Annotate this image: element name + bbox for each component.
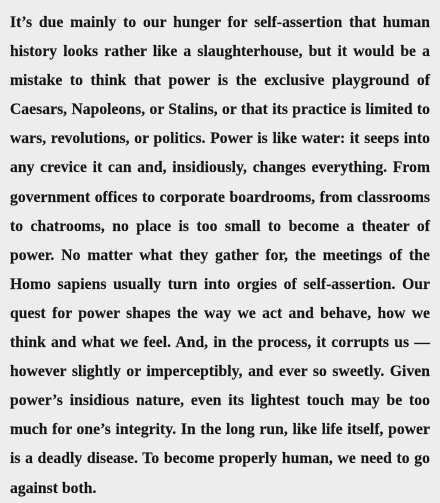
body-paragraph: It’s due mainly to our hunger for self-assertion that human history looks rather like a slaughterhouse, but it would be a mistake to think that power is the exclusive playground of Caesars, Napoleons, or Stalins, or that its practice is limited to wars, revolutions, or politics. Power is like water: it seeps into any crevice it can and, insidiously, changes everything. From government offices to corporate boardrooms, from classrooms to chatrooms, no place is too small to become a theater of power. No matter what they gather for, the meetings of the Homo sapiens usually turn into orgies of self-assertion. Our quest for power shapes the way we act and behave, how we think and what we feel. And, in the process, it corrupts us — however slightly or imperceptibly, and ever so sweetly. Given power’s insidious nature, even its lightest touch may be too much for one’s integrity. In the long run, like life itself, power is a deadly disease. To become properly human, we need to go against both.	[10, 14, 430, 497]
